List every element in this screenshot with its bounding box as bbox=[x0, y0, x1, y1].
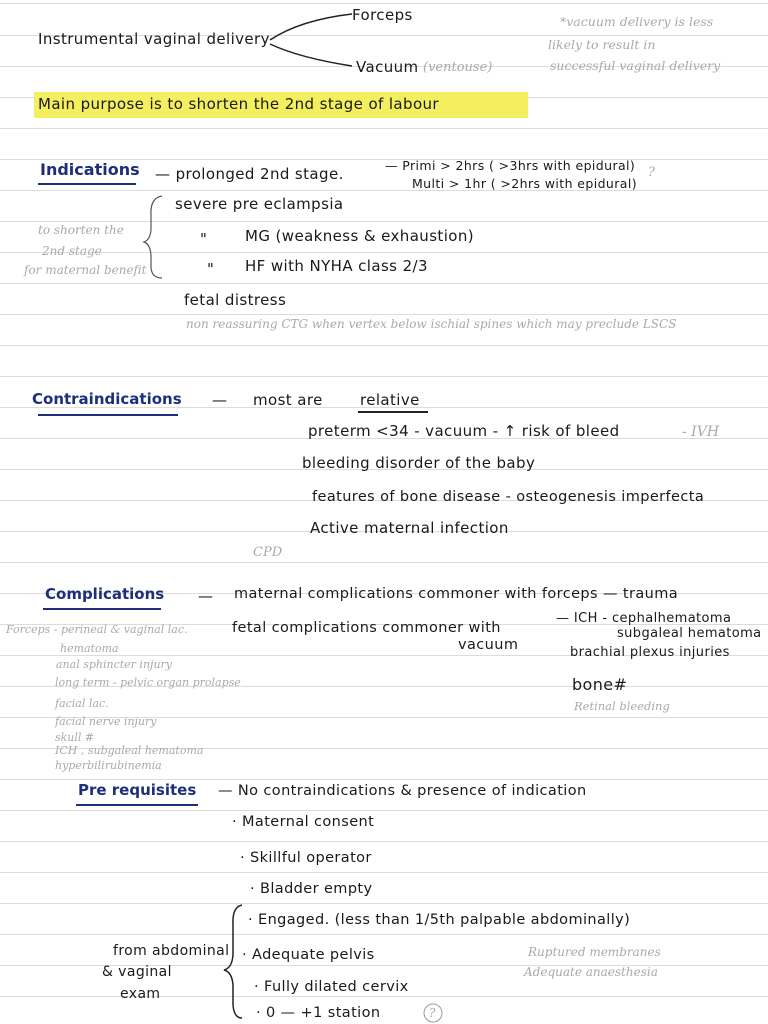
ventouse-label: (ventouse) bbox=[423, 60, 493, 75]
indications-underline bbox=[38, 183, 136, 185]
indication-item-1: severe pre eclampsia bbox=[175, 195, 344, 213]
ditto-1: " bbox=[200, 230, 208, 248]
prereq-item-2: · Maternal consent bbox=[232, 814, 375, 830]
comp-fetal-a: fetal complications commoner with bbox=[232, 620, 501, 636]
prolonged-2nd-stage: — prolonged 2nd stage. bbox=[155, 165, 344, 183]
forceps-note-9: hyperbilirubinemia bbox=[55, 759, 162, 772]
contra-item-3: Active maternal infection bbox=[310, 519, 509, 537]
prerequisites-underline bbox=[76, 804, 198, 806]
prereq-side-note-2: Adequate anaesthesia bbox=[524, 965, 658, 979]
complications-heading: Complications bbox=[45, 585, 165, 603]
forceps-label: Forceps bbox=[352, 6, 413, 24]
comp-dash: — bbox=[198, 587, 214, 605]
contra-most-are: most are bbox=[253, 391, 323, 409]
forceps-note-7: skull # bbox=[55, 731, 95, 744]
primi-criteria: — Primi > 2hrs ( >3hrs with epidural) bbox=[385, 158, 636, 173]
contra-relative: relative bbox=[360, 391, 420, 409]
multi-criteria: Multi > 1hr ( >2hrs with epidural) bbox=[412, 176, 637, 191]
prereq-item-5: · Engaged. (less than 1/5th palpable abdominally) bbox=[248, 912, 631, 928]
relative-underline bbox=[358, 411, 428, 413]
purpose-text: Main purpose is to shorten the 2nd stage of labour bbox=[38, 95, 439, 113]
contra-cpd: CPD bbox=[253, 545, 283, 560]
comp-fetal-b: vacuum bbox=[458, 637, 519, 653]
bracket-label-3: exam bbox=[120, 986, 161, 1002]
vacuum-label: Vacuum bbox=[356, 58, 419, 76]
fetal-distress: fetal distress bbox=[184, 291, 287, 309]
prereq-item-3: · Skillful operator bbox=[240, 850, 372, 866]
maternal-note-3: for maternal benefit bbox=[24, 263, 147, 277]
forceps-note-8: ICH , subgaleal hematoma bbox=[55, 744, 204, 757]
forceps-note-1: Forceps - perineal & vaginal lac. bbox=[6, 623, 188, 636]
fetal-comp-3: brachial plexus injuries bbox=[570, 645, 730, 660]
contra-item-2: features of bone disease - osteogenesis imperfecta bbox=[312, 489, 705, 505]
contraindications-underline bbox=[38, 414, 178, 416]
indications-heading: Indications bbox=[40, 160, 140, 179]
prereq-item-4: · Bladder empty bbox=[250, 881, 373, 897]
complications-underline bbox=[43, 608, 161, 610]
indication-item-3: HF with NYHA class 2/3 bbox=[245, 257, 428, 275]
fetal-comp-1: — ICH - cephalhematoma bbox=[556, 611, 732, 626]
prereq-item-8: · 0 — +1 station bbox=[256, 1005, 381, 1021]
forceps-note-5: facial lac. bbox=[55, 697, 109, 710]
fetal-comp-2: subgaleal hematoma bbox=[617, 626, 762, 641]
bracket-label-1: from abdominal bbox=[113, 943, 230, 959]
side-note-1: *vacuum delivery is less bbox=[560, 14, 714, 29]
prerequisites-heading: Pre requisites bbox=[78, 781, 197, 799]
contra-item-1: bleeding disorder of the baby bbox=[302, 454, 536, 472]
prereq-side-note-1: Ruptured membranes bbox=[528, 945, 661, 959]
question-mark: ? bbox=[648, 165, 655, 180]
prereq-item-7: · Fully dilated cervix bbox=[254, 979, 409, 995]
prereq-question: ? bbox=[429, 1006, 436, 1020]
forceps-note-6: facial nerve injury bbox=[55, 715, 157, 728]
ditto-2: " bbox=[207, 260, 215, 278]
forceps-note-4: long term - pelvic organ prolapse bbox=[55, 676, 241, 689]
maternal-note-1: to shorten the bbox=[38, 223, 124, 237]
main-topic: Instrumental vaginal delivery bbox=[38, 30, 270, 48]
comp-maternal: maternal complications commoner with forceps — trauma bbox=[234, 586, 679, 602]
forceps-note-3: anal sphincter injury bbox=[56, 658, 173, 671]
contraindications-heading: Contraindications bbox=[32, 390, 182, 408]
side-note-3: successful vaginal delivery bbox=[550, 58, 721, 73]
fetal-distress-note: non reassuring CTG when vertex below ischial spines which may preclude LSCS bbox=[186, 317, 677, 331]
fetal-comp-4: bone# bbox=[572, 675, 628, 694]
contra-ivh: - IVH bbox=[682, 424, 720, 440]
forceps-note-2: hematoma bbox=[60, 642, 119, 655]
maternal-note-2: 2nd stage bbox=[42, 244, 102, 258]
prereq-item-1: — No contraindications & presence of indication bbox=[218, 783, 587, 799]
prereq-item-6: · Adequate pelvis bbox=[242, 947, 375, 963]
contra-dash: — bbox=[212, 391, 228, 409]
indication-item-2: MG (weakness & exhaustion) bbox=[245, 227, 475, 245]
fetal-comp-5: Retinal bleeding bbox=[574, 699, 670, 713]
side-note-2: likely to result in bbox=[548, 37, 656, 52]
contra-preterm: preterm <34 - vacuum - ↑ risk of bleed bbox=[308, 422, 620, 440]
bracket-label-2: & vaginal bbox=[102, 964, 172, 980]
